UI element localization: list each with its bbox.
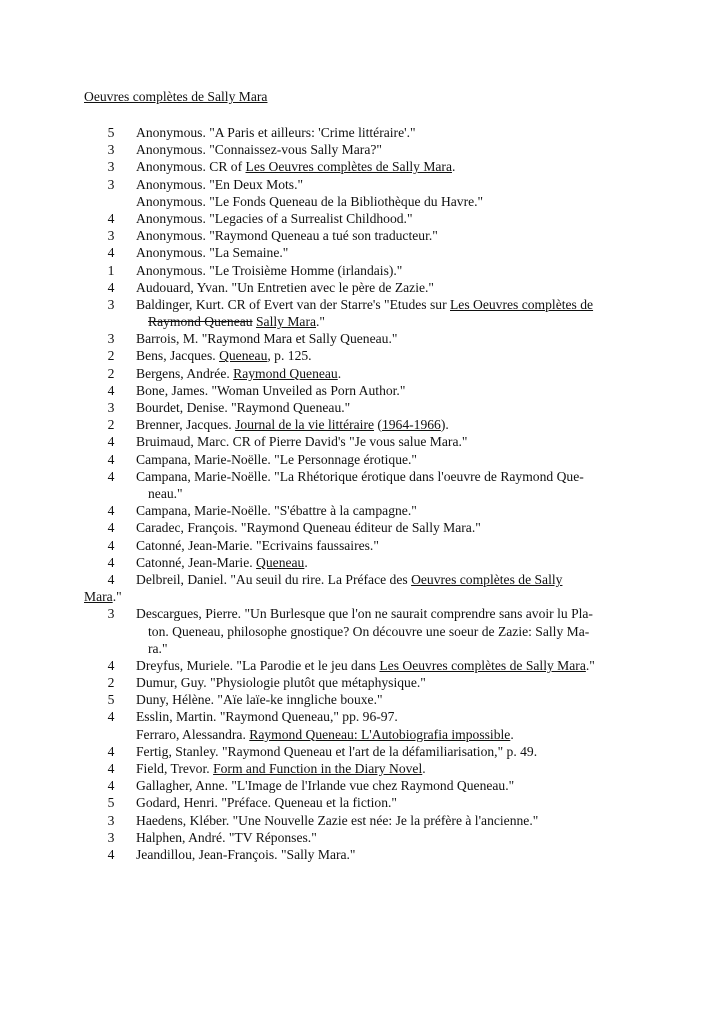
list-item <box>0 674 724 691</box>
entry-count: 4 <box>107 279 115 295</box>
entry-citation: , p. 125. <box>267 348 312 364</box>
entry-title-underlined: Raymond Queneau <box>233 365 338 381</box>
list-item <box>0 691 724 708</box>
list-item <box>0 468 724 502</box>
entry-count: 4 <box>107 245 115 261</box>
entry-count: 4 <box>107 709 115 725</box>
page-title: Oeuvres complètes de Sally Mara <box>84 89 268 104</box>
entry-citation: ." <box>112 589 122 605</box>
entry-text <box>136 502 630 519</box>
list-item <box>0 777 724 794</box>
entry-citation: Anonymous. "Le Fonds Queneau de la Bibliothèque du Havre." <box>136 193 484 209</box>
list-item <box>0 296 724 330</box>
entry-text <box>136 674 630 691</box>
entry-citation: . <box>510 726 514 742</box>
list-item <box>0 347 724 364</box>
list-item <box>0 571 724 605</box>
entry-count: 4 <box>107 743 115 759</box>
entry-text <box>136 262 630 279</box>
list-item <box>0 210 724 227</box>
entry-text <box>136 571 630 588</box>
entry-citation: ). <box>440 417 449 433</box>
entry-citation: Field, Trevor. <box>136 761 214 777</box>
entry-citation: Barrois, M. "Raymond Mara et Sally Queneau." <box>136 331 398 347</box>
list-item <box>0 141 724 158</box>
entry-title-underlined: Les Oeuvres complètes de <box>450 296 594 312</box>
entry-count: 2 <box>107 365 115 381</box>
entry-text <box>136 657 630 674</box>
list-item <box>0 812 724 829</box>
entry-text <box>136 176 630 193</box>
entry-citation: Dreyfus, Muriele. "La Parodie et le jeu dans <box>136 657 380 673</box>
list-item <box>0 451 724 468</box>
entry-citation: Brenner, Jacques. <box>136 417 236 433</box>
entry-count: 4 <box>107 382 115 398</box>
entry-citation: Campana, Marie-Noëlle. "S'ébattre à la campagne." <box>136 503 417 519</box>
entry-title-underlined: Les Oeuvres complètes de Sally Mara <box>379 657 586 673</box>
entry-text <box>136 347 630 364</box>
entry-title-underlined: Les Oeuvres complètes de Sally Mara <box>245 159 452 175</box>
entry-text <box>136 451 630 468</box>
entry-count: 4 <box>107 657 115 673</box>
entry-count: 2 <box>107 675 115 691</box>
entry-count: 3 <box>107 142 115 158</box>
entry-count: 3 <box>107 159 115 175</box>
list-item <box>0 279 724 296</box>
entry-text <box>136 691 630 708</box>
entry-citation: Anonymous. "Raymond Queneau a tué son traducteur." <box>136 228 438 244</box>
entry-count: 3 <box>107 606 115 622</box>
entry-citation: Anonymous. "A Paris et ailleurs: 'Crime littéraire'." <box>136 125 416 140</box>
entry-citation: Bourdet, Denise. "Raymond Queneau." <box>136 400 351 416</box>
entry-citation: Caradec, François. "Raymond Queneau éditeur de Sally Mara." <box>136 520 481 536</box>
entry-text <box>136 365 630 382</box>
entry-citation: Gallagher, Anne. "L'Image de l'Irlande vue chez Raymond Queneau." <box>136 778 515 794</box>
entry-citation: Bens, Jacques. <box>136 348 220 364</box>
entry-text <box>136 812 630 829</box>
entry-text <box>136 158 630 175</box>
entry-count: 3 <box>107 812 115 828</box>
entry-text <box>136 193 630 210</box>
entry-text <box>136 554 630 571</box>
entry-count: 4 <box>107 434 115 450</box>
list-item <box>0 519 724 536</box>
entry-text <box>136 227 630 244</box>
list-item <box>0 829 724 846</box>
list-item <box>0 537 724 554</box>
entry-citation: Anonymous. "En Deux Mots." <box>136 176 304 192</box>
bibliography-list <box>0 124 724 863</box>
list-item <box>0 743 724 760</box>
list-item <box>0 124 724 141</box>
entry-text <box>136 537 630 554</box>
entry-citation: Bone, James. "Woman Unveiled as Porn Author." <box>136 382 406 398</box>
list-item <box>0 760 724 777</box>
entry-citation: Anonymous. "Le Troisième Homme (irlandais)." <box>136 262 403 278</box>
entry-text <box>136 605 630 657</box>
entry-count: 4 <box>107 571 115 587</box>
entry-count: 4 <box>107 554 115 570</box>
entry-count: 4 <box>107 761 115 777</box>
entry-title-underlined: 1964-1966 <box>381 417 441 433</box>
entry-citation: ." <box>316 314 325 330</box>
entry-count: 4 <box>107 520 115 536</box>
entry-count: 5 <box>107 692 115 708</box>
list-item <box>0 365 724 382</box>
list-item <box>0 502 724 519</box>
entry-count: 3 <box>107 331 115 347</box>
list-item <box>0 176 724 193</box>
entry-count: 3 <box>107 829 115 845</box>
entry-count: 4 <box>107 468 115 484</box>
entry-citation: Anonymous. CR of <box>136 159 246 175</box>
entry-text <box>136 743 630 760</box>
entry-text <box>136 382 630 399</box>
entry-citation: Fertig, Stanley. "Raymond Queneau et l'art de la défamiliarisation," p. 49. <box>136 743 538 759</box>
entry-count: 5 <box>107 795 115 811</box>
entry-citation: Campana, Marie-Noëlle. "Le Personnage érotique." <box>136 451 417 467</box>
entry-citation: . <box>422 761 426 777</box>
entry-continuation <box>84 588 122 605</box>
entry-citation: . <box>337 365 342 381</box>
entry-title-underlined: Form and Function in the Diary Novel <box>213 761 423 777</box>
list-item <box>0 382 724 399</box>
entry-text <box>136 124 630 141</box>
entry-text <box>136 244 630 261</box>
entry-citation: ( <box>374 417 382 433</box>
entry-citation: Ferraro, Alessandra. <box>136 726 250 742</box>
entry-title-underlined: Mara <box>84 589 113 605</box>
entry-count: 2 <box>107 417 115 433</box>
entry-title-underlined: Queneau <box>256 554 305 570</box>
entry-text <box>136 760 630 777</box>
list-item <box>0 846 724 863</box>
entry-count: 1 <box>107 262 115 278</box>
entry-count: 3 <box>107 400 115 416</box>
entry-count: 3 <box>107 228 115 244</box>
entry-citation: Esslin, Martin. "Raymond Queneau," pp. 96-97. <box>136 709 398 725</box>
list-item <box>0 227 724 244</box>
entry-count: 4 <box>107 451 115 467</box>
list-item <box>0 708 724 725</box>
entry-text <box>136 794 630 811</box>
entry-text <box>136 708 630 725</box>
entry-strikethrough: Raymond Queneau <box>148 314 253 330</box>
entry-title-underlined: Oeuvres complètes de Sally <box>411 571 563 587</box>
entry-count: 3 <box>107 296 115 312</box>
list-item <box>0 399 724 416</box>
entry-count: 4 <box>107 210 115 226</box>
entry-citation: Bruimaud, Marc. CR of Pierre David's "Je vous salue Mara." <box>136 434 468 450</box>
list-item <box>0 330 724 347</box>
entry-continuation <box>136 313 630 330</box>
entry-citation: Campana, Marie-Noëlle. "La Rhétorique érotique dans l'oeuvre de Raymond Que- <box>136 468 584 484</box>
entry-citation: Anonymous. "Legacies of a Surrealist Childhood." <box>136 210 413 226</box>
list-item <box>0 262 724 279</box>
entry-citation: Duny, Hélène. "Aïe laïe-ke inngliche bouxe." <box>136 692 383 708</box>
list-item <box>0 416 724 433</box>
list-item <box>0 657 724 674</box>
entry-citation: Dumur, Guy. "Physiologie plutôt que métaphysique." <box>136 675 426 691</box>
entry-count: 2 <box>107 348 115 364</box>
entry-continuation: ra." <box>148 640 168 656</box>
entry-citation: Descargues, Pierre. "Un Burlesque que l'on ne saurait comprendre sans avoir lu Pla- <box>136 606 593 622</box>
entry-count: 4 <box>107 846 115 862</box>
entry-text <box>136 141 630 158</box>
entry-citation: . <box>304 554 308 570</box>
entry-text <box>136 777 630 794</box>
list-item <box>0 193 724 210</box>
entry-text <box>136 399 630 416</box>
entry-continuation: neau." <box>148 485 183 501</box>
entry-text <box>136 726 630 743</box>
entry-citation: Haedens, Kléber. "Une Nouvelle Zazie est née: Je la préfère à l'ancienne." <box>136 812 539 828</box>
list-item <box>0 158 724 175</box>
entry-text <box>136 846 630 863</box>
entry-citation: Baldinger, Kurt. CR of Evert van der Starre's "Etudes sur <box>136 296 450 312</box>
list-item <box>0 794 724 811</box>
entry-citation: Catonné, Jean-Marie. "Ecrivains faussaires." <box>136 537 379 553</box>
entry-citation: Delbreil, Daniel. "Au seuil du rire. La Préface des <box>136 571 412 587</box>
entry-citation: Anonymous. "La Semaine." <box>136 245 289 261</box>
entry-title-underlined: Raymond Queneau: L'Autobiografia impossible <box>249 726 511 742</box>
entry-text <box>136 416 630 433</box>
entry-title-underlined: Journal de la vie littéraire <box>235 417 375 433</box>
entry-citation: Godard, Henri. "Préface. Queneau et la fiction." <box>136 795 397 811</box>
entry-text <box>136 296 630 330</box>
entry-count: 3 <box>107 176 115 192</box>
list-item <box>0 554 724 571</box>
entry-text <box>136 829 630 846</box>
entry-title-underlined: Sally Mara <box>255 314 317 330</box>
list-item <box>0 605 724 657</box>
entry-citation: Halphen, André. "TV Réponses." <box>136 829 317 845</box>
entry-continuation: ton. Queneau, philosophe gnostique? On découvre une soeur de Zazie: Sally Ma- <box>148 623 590 639</box>
entry-citation: Audouard, Yvan. "Un Entretien avec le père de Zazie." <box>136 279 434 295</box>
entry-count: 4 <box>107 537 115 553</box>
entry-title-underlined: Queneau <box>219 348 268 364</box>
entry-text <box>136 279 630 296</box>
entry-text <box>136 210 630 227</box>
entry-count: 4 <box>107 778 115 794</box>
list-item <box>0 244 724 261</box>
entry-text <box>136 468 630 502</box>
list-item <box>0 726 724 743</box>
entry-citation: Jeandillou, Jean-François. "Sally Mara." <box>136 846 356 862</box>
entry-text <box>136 433 630 450</box>
entry-citation: ." <box>585 657 595 673</box>
entry-text <box>136 519 630 536</box>
entry-citation: Bergens, Andrée. <box>136 365 234 381</box>
entry-text <box>136 330 630 347</box>
entry-citation: . <box>452 159 456 175</box>
entry-count: 5 <box>107 125 115 140</box>
list-item <box>0 433 724 450</box>
entry-citation: Catonné, Jean-Marie. <box>136 554 257 570</box>
entry-citation: Anonymous. "Connaissez-vous Sally Mara?" <box>136 142 382 158</box>
entry-count: 4 <box>107 503 115 519</box>
